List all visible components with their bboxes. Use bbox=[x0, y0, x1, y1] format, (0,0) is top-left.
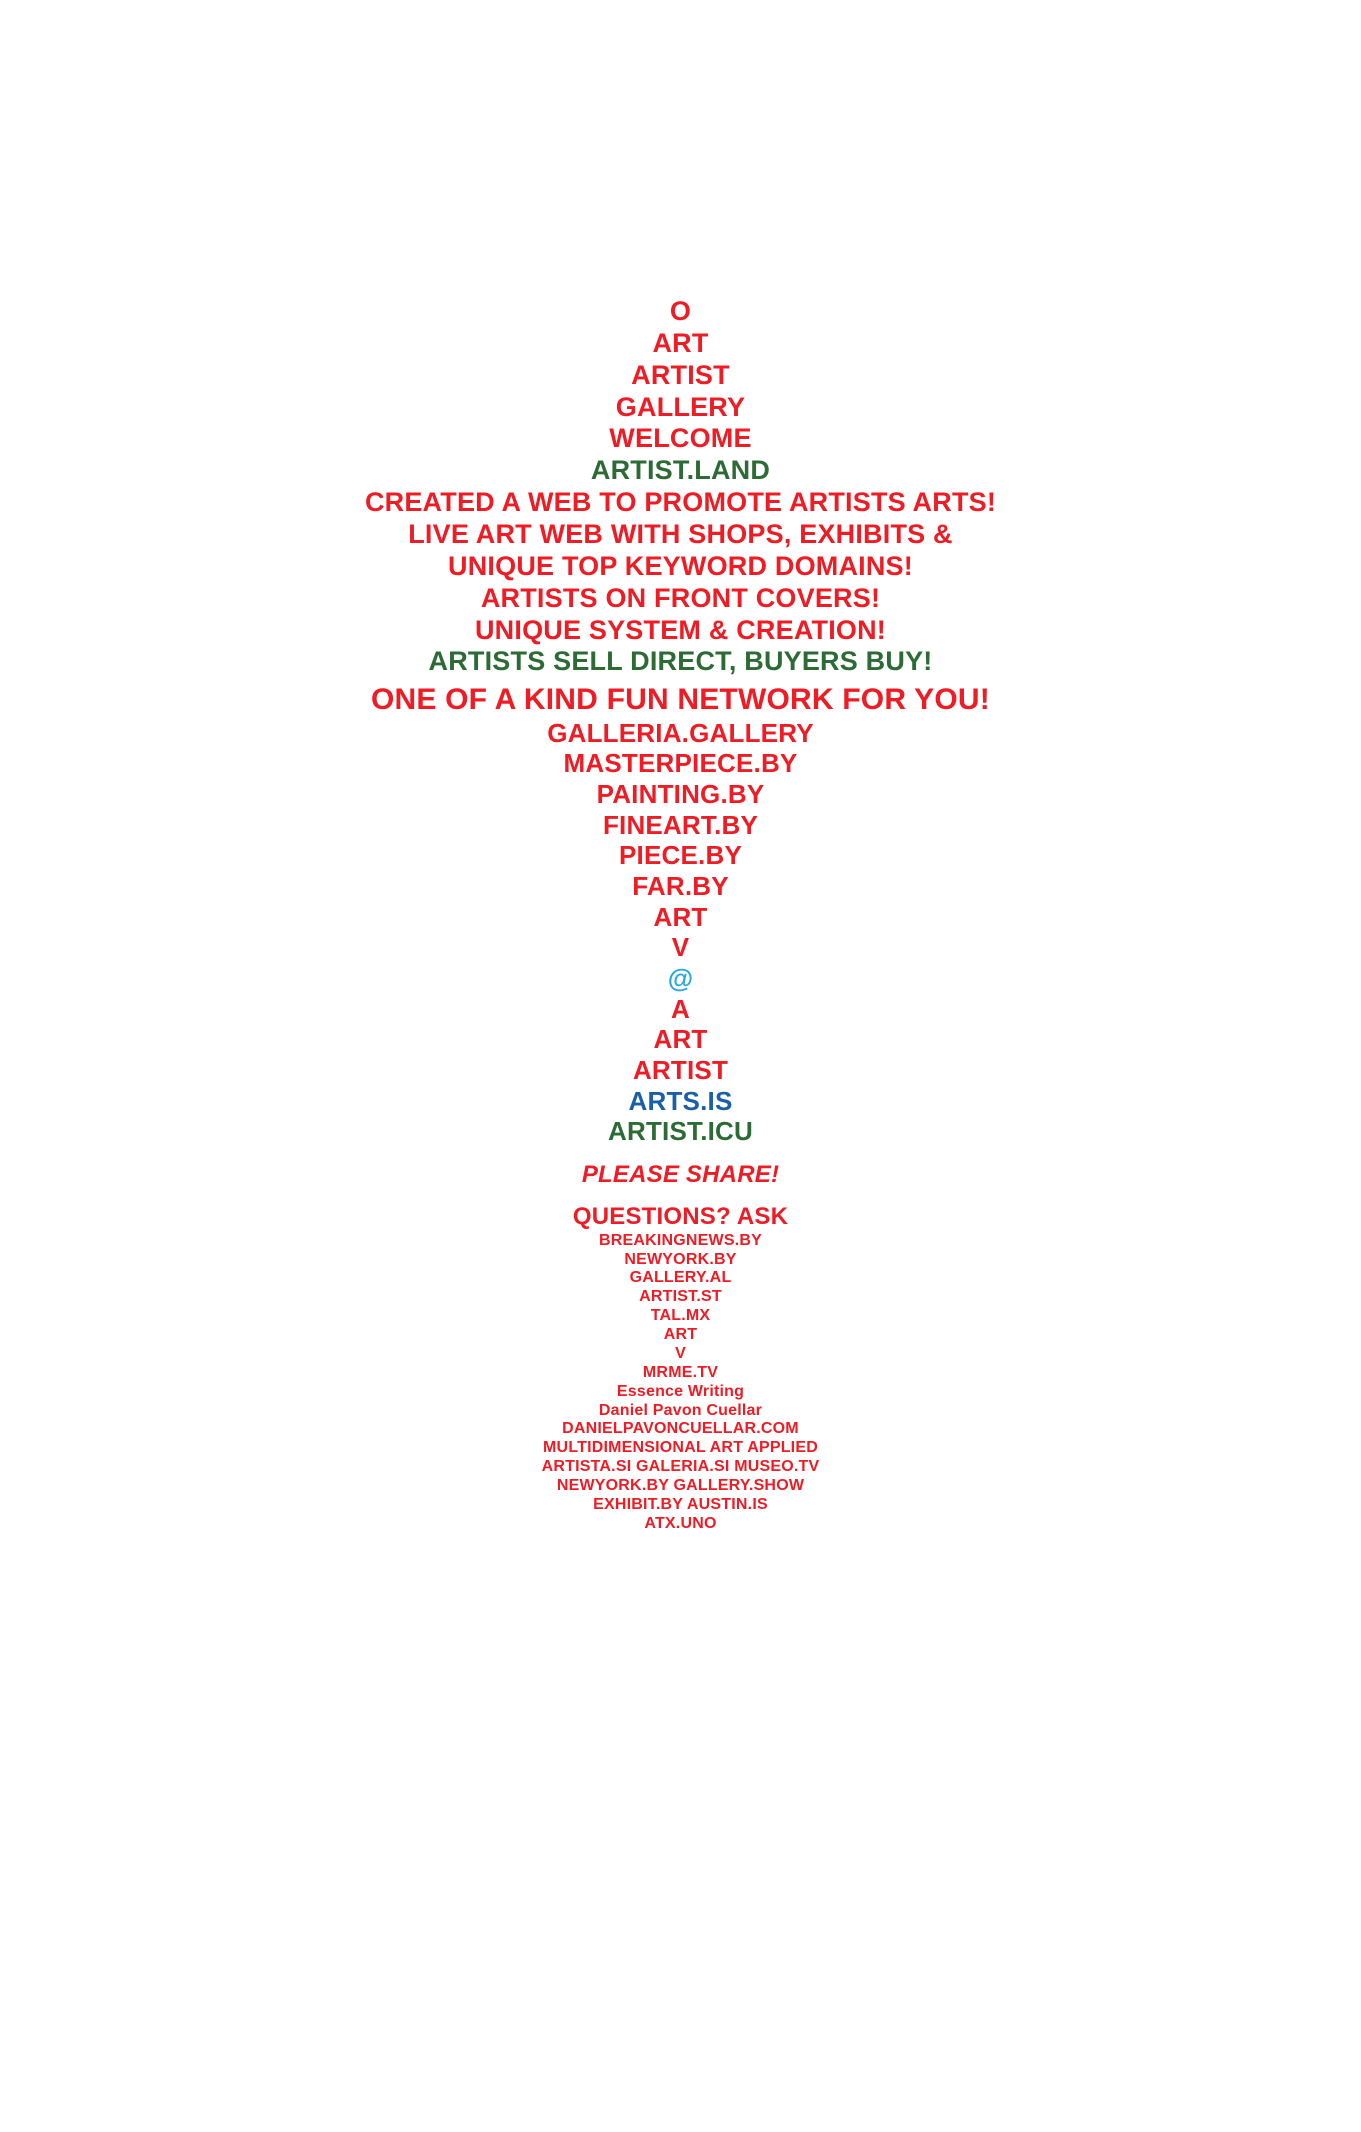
text-line: ONE OF A KIND FUN NETWORK FOR YOU! bbox=[370, 683, 990, 717]
text-line: ATX.UNO bbox=[644, 1514, 717, 1532]
text-line: Essence Writing bbox=[616, 1382, 745, 1400]
text-line: MULTIDIMENSIONAL ART APPLIED bbox=[543, 1439, 818, 1457]
text-line: Daniel Pavon Cuellar bbox=[598, 1401, 763, 1419]
text-line: ARTISTS SELL DIRECT, BUYERS BUY! bbox=[428, 646, 933, 677]
text-line: CREATED A WEB TO PROMOTE ARTISTS ARTS! bbox=[364, 487, 997, 518]
text-line: @ bbox=[667, 963, 694, 994]
text-line: GALLERIA.GALLERY bbox=[547, 717, 814, 748]
text-line: A bbox=[671, 993, 690, 1024]
text-line: ARTIST.ICU bbox=[608, 1116, 753, 1147]
text-line: ARTIST.ST bbox=[639, 1288, 722, 1306]
text-line: FINEART.BY bbox=[602, 809, 759, 840]
text-line: ARTIST bbox=[631, 359, 730, 390]
text-line: ARTISTS ON FRONT COVERS! bbox=[480, 582, 881, 613]
text-line: EXHIBIT.BY AUSTIN.IS bbox=[593, 1495, 768, 1513]
text-line: PAINTING.BY bbox=[596, 779, 765, 810]
text-line: O bbox=[669, 296, 692, 326]
text-line: PIECE.BY bbox=[619, 840, 742, 871]
text-line: BREAKINGNEWS.BY bbox=[598, 1231, 762, 1249]
text-line: GALLERY bbox=[615, 391, 746, 422]
text-line: WELCOME bbox=[609, 423, 752, 454]
text-line: ARTS.IS bbox=[628, 1085, 733, 1116]
text-line: ART bbox=[663, 1326, 698, 1344]
text-line: FAR.BY bbox=[632, 871, 729, 902]
text-line: QUESTIONS? ASK bbox=[572, 1203, 789, 1231]
text-line: ART bbox=[653, 1024, 708, 1055]
text-line: MRME.TV bbox=[642, 1363, 719, 1381]
text-line: ARTIST.LAND bbox=[590, 455, 771, 486]
text-line: NEWYORK.BY bbox=[624, 1250, 737, 1268]
text-line: MASTERPIECE.BY bbox=[563, 748, 798, 779]
text-line: NEWYORK.BY GALLERY.SHOW bbox=[556, 1477, 805, 1495]
text-line: ART bbox=[653, 901, 708, 932]
text-line: PLEASE SHARE! bbox=[581, 1161, 780, 1189]
text-line: DANIELPAVONCUELLAR.COM bbox=[562, 1420, 799, 1438]
text-line: ARTIST bbox=[632, 1055, 729, 1086]
text-line: LIVE ART WEB WITH SHOPS, EXHIBITS & bbox=[408, 519, 953, 550]
text-line: V bbox=[671, 932, 690, 963]
text-line: V bbox=[675, 1344, 686, 1362]
text-line: GALLERY.AL bbox=[629, 1269, 732, 1287]
text-line: UNIQUE TOP KEYWORD DOMAINS! bbox=[448, 550, 913, 581]
text-line: ARTISTA.SI GALERIA.SI MUSEO.TV bbox=[541, 1458, 820, 1476]
text-line: TAL.MX bbox=[650, 1307, 711, 1325]
text-line: UNIQUE SYSTEM & CREATION! bbox=[474, 614, 886, 645]
text-line: ART bbox=[652, 327, 709, 358]
